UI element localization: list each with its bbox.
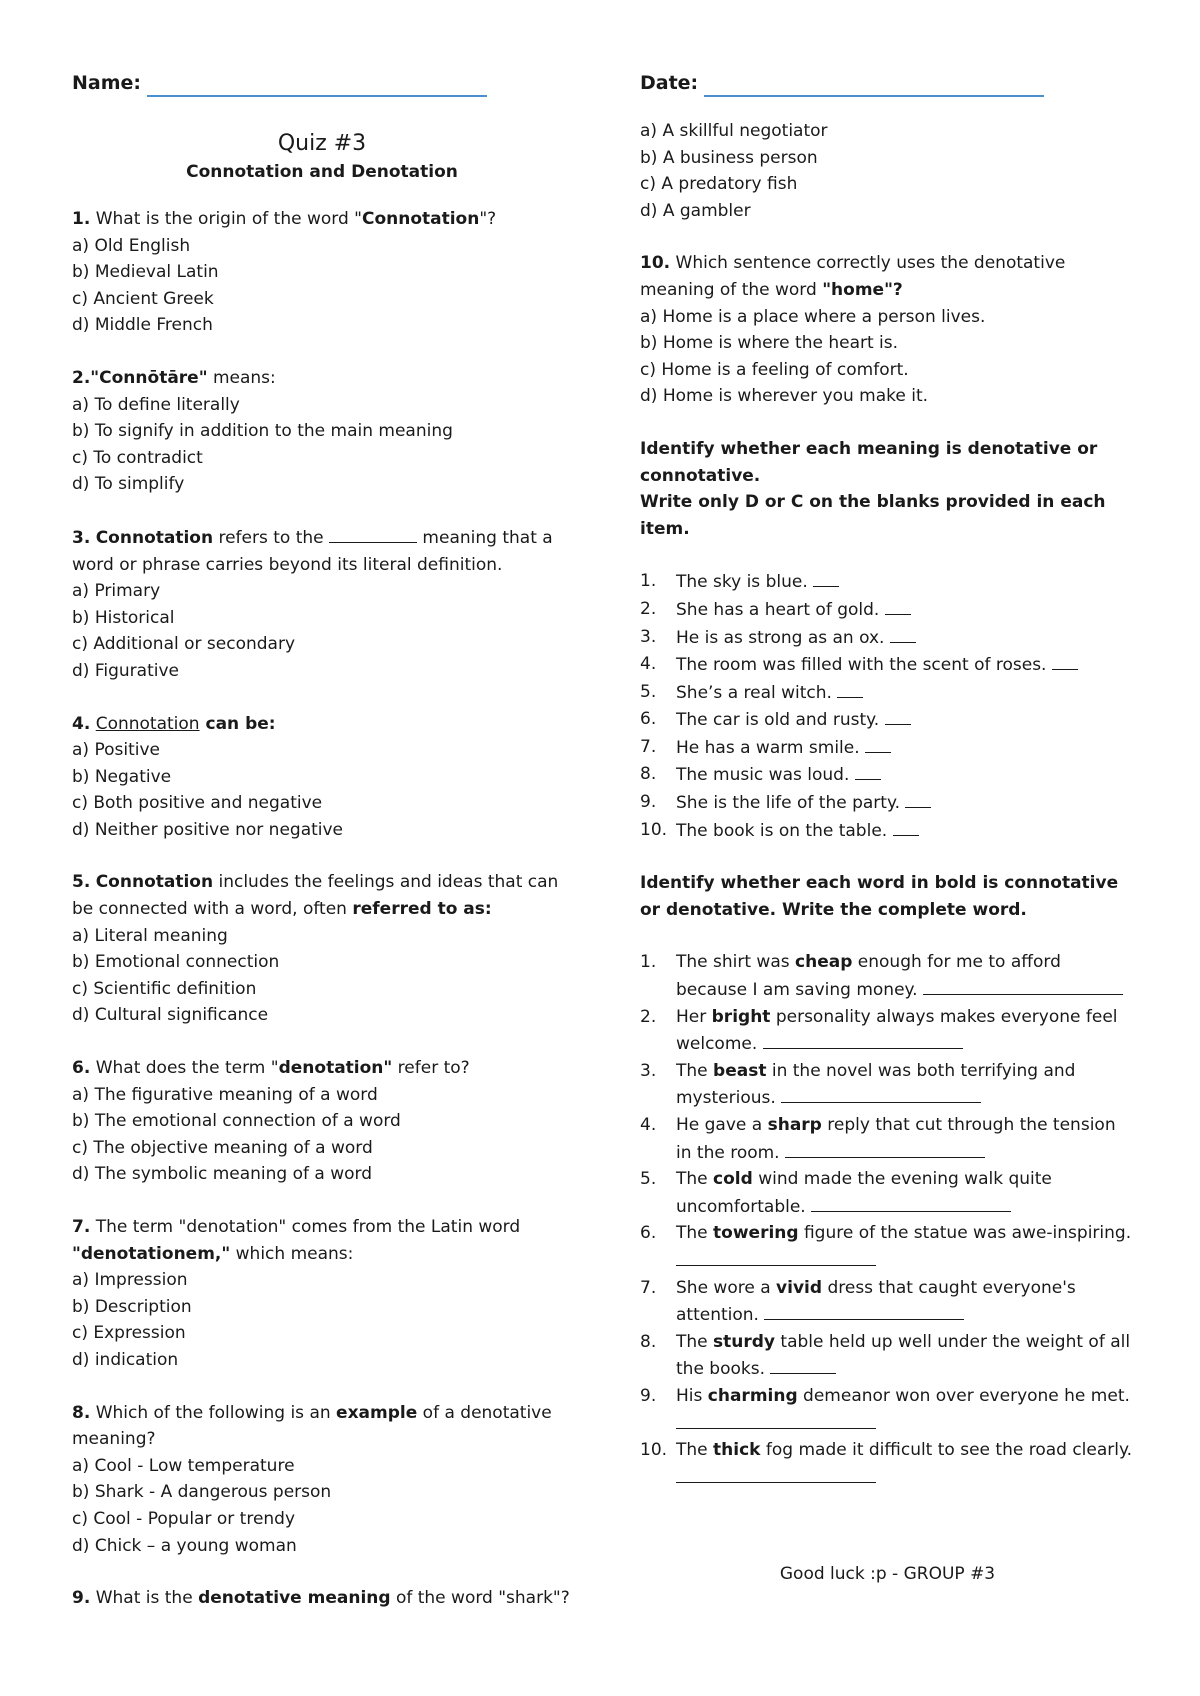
option: a) A skillful negotiator (640, 121, 828, 141)
option: c) Both positive and negative (72, 793, 323, 814)
option: c) Additional or secondary (72, 634, 296, 655)
question-4 (72, 711, 572, 844)
option: a) Impression (72, 1270, 188, 1291)
question-8-text: 8. Which of the following is an example of a denotative meaning? (72, 1402, 552, 1450)
option: a) Positive (72, 740, 160, 761)
list-item: 7. She wore a vivid dress that caught everyone's attention. (640, 1277, 1076, 1326)
option: b) A business person (640, 147, 818, 168)
answer-blank[interactable] (770, 1355, 836, 1374)
list-item: 4. The room was filled with the scent of roses. (640, 651, 1135, 679)
question-5-text: 5. Connotation includes the feelings and ideas that can be connected with a word, often referred to as: (72, 872, 559, 920)
question-4-text: 4. Connotation can be: (72, 713, 276, 734)
date-row (640, 70, 1135, 96)
question-1-text: 1. What is the origin of the word "Connotation"? (72, 209, 497, 229)
option: d) A gambler (640, 200, 751, 221)
list-item: 5. She’s a real witch. (640, 679, 1135, 707)
answer-blank[interactable] (676, 1464, 876, 1483)
option: d) The symbolic meaning of a word (72, 1164, 373, 1185)
list-item: 6. The towering figure of the statue was awe-inspiring. (640, 1220, 1135, 1274)
list-item: 9. His charming demeanor won over everyone he met. (640, 1383, 1135, 1437)
option: d) Figurative (72, 660, 179, 681)
option: b) Negative (72, 766, 172, 787)
option: d) indication (72, 1349, 179, 1370)
instruction-line: Identify whether each meaning is denotative or connotative. (640, 438, 1098, 486)
option: c) A predatory fish (640, 174, 798, 195)
answer-blank[interactable] (865, 734, 891, 753)
list-item: 3. He is as strong as an ox. (640, 624, 1135, 652)
list-item: 9. She is the life of the party. (640, 789, 1135, 817)
answer-blank[interactable] (905, 789, 931, 808)
option: b) Historical (72, 607, 175, 628)
option: d) Cultural significance (72, 1005, 269, 1026)
section-dc-list (640, 568, 1135, 844)
footer-note: Good luck :p - GROUP #3 (779, 1564, 996, 1585)
answer-blank[interactable] (890, 624, 916, 643)
left-column (72, 70, 572, 1612)
answer-blank[interactable] (893, 817, 919, 836)
list-item: 1. The sky is blue. (640, 568, 1135, 596)
quiz-title: Quiz #3 (277, 131, 367, 156)
question-6-text: 6. What does the term "denotation" refer to? (72, 1058, 470, 1079)
date-label: Date: (640, 72, 699, 94)
option: a) Cool - Low temperature (72, 1455, 295, 1476)
list-item: 1. The shirt was cheap enough for me to afford because I am saving money. (640, 949, 1135, 1003)
question-9 (72, 1585, 572, 1612)
answer-blank[interactable] (811, 1193, 1011, 1212)
option: d) Neither positive nor negative (72, 819, 344, 840)
option: a) Home is a place where a person lives. (640, 306, 986, 327)
question-8 (72, 1400, 572, 1560)
answer-blank[interactable] (329, 524, 417, 543)
date-line[interactable] (704, 95, 1044, 97)
option: a) Old English (72, 235, 191, 256)
section-words-instructions (640, 870, 1135, 923)
list-item: 4. He gave a sharp reply that cut through the tension in the room. (640, 1115, 1116, 1163)
list-item: 10. The book is on the table. (640, 817, 1135, 845)
quiz-subtitle: Connotation and Denotation (186, 162, 458, 182)
question-10-text: 10. Which sentence correctly uses the denotative meaning of the word "home"? (640, 253, 1066, 300)
list-item: 3. The beast in the novel was both terrifying and mysterious. (640, 1060, 1076, 1109)
question-7-text: 7. The term "denotation" comes from the Latin word "denotationem," which means: (72, 1217, 521, 1264)
section-words-list (640, 949, 1135, 1491)
option: a) To define literally (72, 394, 240, 415)
question-10 (640, 250, 1135, 410)
option: a) The figurative meaning of a word (72, 1084, 378, 1105)
option: b) Emotional connection (72, 952, 280, 973)
name-label: Name: (72, 72, 142, 94)
option: a) Primary (72, 581, 161, 602)
option: b) Home is where the heart is. (640, 333, 899, 354)
list-item: 8. The music was loud. (640, 761, 1135, 789)
option: d) Chick – a young woman (72, 1535, 297, 1556)
answer-blank[interactable] (885, 596, 911, 615)
question-2 (72, 365, 572, 498)
option: b) To signify in addition to the main meaning (72, 421, 453, 442)
name-row (72, 70, 572, 96)
answer-blank[interactable] (763, 1030, 963, 1049)
option: c) To contradict (72, 447, 203, 468)
list-item: 5. The cold wind made the evening walk quite uncomfortable. (640, 1169, 1052, 1217)
question-2-text: 2."Connōtāre" means: (72, 367, 276, 388)
answer-blank[interactable] (764, 1301, 964, 1320)
answer-blank[interactable] (855, 761, 881, 780)
list-item: 10. The thick fog made it difficult to see the road clearly. (640, 1437, 1135, 1491)
answer-blank[interactable] (923, 976, 1123, 995)
question-9-options (640, 118, 1135, 224)
option: b) Medieval Latin (72, 262, 219, 283)
question-1 (72, 206, 572, 339)
option: b) Shark - A dangerous person (72, 1482, 332, 1503)
question-3-text: 3. Connotation refers to the meaning that a word or phrase carries beyond its literal definition. (72, 524, 572, 578)
instruction-line: Identify whether each word in bold is connotative or denotative. Write the complete word. (640, 873, 1119, 920)
list-item: 8. The sturdy table held up well under the weight of all the books. (640, 1331, 1131, 1380)
right-column (640, 70, 1135, 1588)
list-item: 7. He has a warm smile. (640, 734, 1135, 762)
option: b) Description (72, 1296, 192, 1317)
question-5 (72, 869, 572, 1029)
option: c) Scientific definition (72, 978, 257, 999)
answer-blank[interactable] (885, 706, 911, 725)
question-3 (72, 524, 572, 685)
section-dc-instructions (640, 436, 1135, 542)
option: a) Literal meaning (72, 925, 228, 946)
list-item: 2. She has a heart of gold. (640, 596, 1135, 624)
answer-blank[interactable] (785, 1139, 985, 1158)
list-item: 6. The car is old and rusty. (640, 706, 1135, 734)
option: c) Cool - Popular or trendy (72, 1508, 296, 1529)
option: d) Home is wherever you make it. (640, 386, 929, 407)
answer-blank[interactable] (676, 1410, 876, 1429)
answer-blank[interactable] (837, 679, 863, 698)
answer-blank[interactable] (676, 1247, 876, 1266)
question-9-text: 9. What is the denotative meaning of the word "shark"? (72, 1588, 570, 1609)
question-7 (72, 1214, 572, 1374)
option: c) Home is a feeling of comfort. (640, 359, 909, 380)
option: d) To simplify (72, 474, 185, 495)
question-6 (72, 1055, 572, 1188)
option: c) Expression (72, 1323, 186, 1344)
name-line[interactable] (147, 95, 487, 97)
answer-blank[interactable] (813, 568, 839, 587)
instruction-line: Write only D or C on the blanks provided in each item. (640, 492, 1106, 539)
option: b) The emotional connection of a word (72, 1111, 401, 1132)
option: c) The objective meaning of a word (72, 1137, 373, 1158)
title-block (72, 130, 572, 186)
option: d) Middle French (72, 315, 213, 336)
list-item: 2. Her bright personality always makes everyone feel welcome. (640, 1006, 1118, 1055)
answer-blank[interactable] (1052, 651, 1078, 670)
answer-blank[interactable] (781, 1084, 981, 1103)
option: c) Ancient Greek (72, 288, 214, 309)
